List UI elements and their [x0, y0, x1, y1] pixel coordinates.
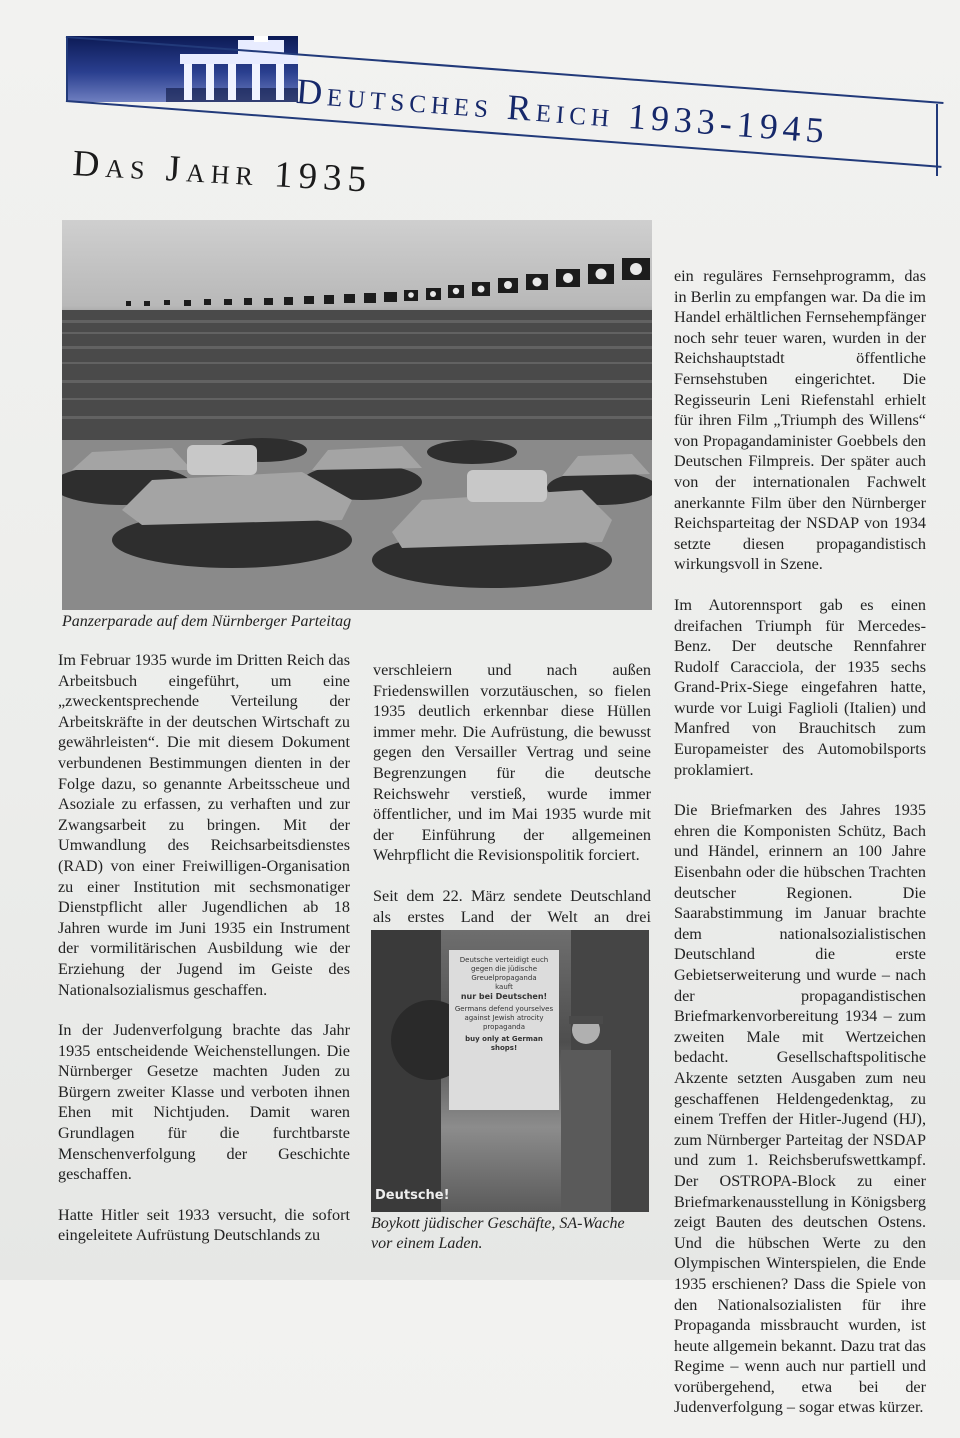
boycott-sign	[453, 956, 555, 1053]
paragraph-arbeitsbuch: Im Februar 1935 wurde im Dritten Reich das Arbeitsbuch eingeführt, um eine „zweckentsprechende Verteilung der Arbeitskräfte in der deutschen Wirtschaft zu gewährleisten“. Die mit diesem Dokument verbundenen Bestimmungen dienten in der Folge dazu, so genannte Arbeitsscheue und Asoziale zu erfassen, zu verhaften und zur Zwangsarbeit zu bringen. Mit der Umwandlung des Reichsarbeitsdienstes (RAD) von einer Freiwilligen-Organisation zu einer Institution mit sechsmonatiger Dienstpflicht aller Jugendlichen ab 18 Jahren wurde im Juni 1935 ein Instrument der vormilitärischen Ausbildung wie der Erziehung der Jugend im Geiste des Nationalsozialismus geschaffen.	[58, 651, 350, 999]
section-title: Das Jahr 1935	[71, 142, 374, 201]
paragraph-briefmarken: Die Briefmarken des Jahres 1935 ehren die Komponisten Schütz, Bach und Händel, erinnern an 100 Jahre Eisenbahn oder die hübschen Trachten deutscher Regionen. Die Saarabstimmung im Januar brachte dem nationalsozialistischen Deutschland die erste Gebietserweiterung und wurde – nach der propagandistischen Briefmarkenvorbereitung 1934 – zum zweiten Male mit Wertzeichen bedacht. Gesellschaftspolitische Akzente setzten Ausgaben zum neu geschaffenen Heldengedenktag, zu einem Treffen der Hitler-Jugend (HJ), zum Nürnberger Parteitag der NSDAP und zum 1. Reichsberufswettkampf. Der OSTROPA-Block zu einer Briefmarkenausstellung in Königsberg zeigt Bauten des deutschen Ostens. Und die hübschen Werte zu den Olympischen Winterspielen, die Ende 1935 erschienen? Dass die Spiele von den Nationalsozialisten für ihre Propaganda missbraucht wurden, ist heute allgemein bekannt. Dazu trat das Regime – wenn auch nur partiell und vorübergehend, etwa bei der Judenverfolgung – sogar etwas kürzer.	[674, 801, 926, 1417]
tank-parade-photo	[62, 220, 652, 610]
boycott-photo-caption	[371, 1214, 661, 1254]
sign-text-5: nur bei Deutschen!	[460, 992, 548, 1001]
paragraph-fernsehen-start: Seit dem 22. März sendete Deutschland als erstes Land der Welt an drei	[373, 886, 651, 926]
paragraph-aufruestung-cont: verschleiern und nach außen Friedenswillen vorzutäuschen, so fielen 1935 deutlich erkennbar diese Hüllen immer mehr. Die Aufrüstung, die bewusst gegen den Versailler Vertrag und seine Begrenzungen für die deutsche Reichswehr verstieß, wurde immer öffentlicher, und im Mai 1935 wurde mit der Einführung der allgemeinen Wehrpflicht die Revisionspolitik forciert.	[373, 661, 651, 865]
paragraph-autorennsport: Im Autorennsport gab es einen dreifachen Triumph für Mercedes-Benz. Der deutsche Rennfahrer Rudolf Caracciola, der 1935 sechs Grand-Prix-Siege eingefahren hatte, wurde vor Luigi Faglioli (Italien) und Manfred von Brauchitsch zum Europameister des Automobilsports proklamiert.	[674, 595, 926, 779]
boycott-caption-line-2: vor einem Laden.	[371, 1235, 483, 1252]
page-title: Deutsches Reich 1933-1945	[294, 70, 831, 151]
paragraph-judenverfolgung: In der Judenverfolgung brachte das Jahr 1935 entscheidende Weichenstellungen. Die Nürnberger Gesetze machten Juden zu Bürgern zweiter Klasse und verboten ihnen Ehen mit Nichtjuden. Damit waren Grundlagen für die furchtbarste Menschenverfolgung der Geschichte geschaffen.	[58, 1021, 350, 1184]
sign-text-3: Greuelpropaganda	[471, 974, 537, 982]
main-photo-caption: Panzerparade auf dem Nürnberger Parteitag	[62, 613, 352, 630]
paragraph-fernsehen-cont: ein reguläres Fernsehprogramm, das in Berlin zu empfangen war. Da die im Handel erhältlichen Fernsehempfänger noch sehr teuer waren, wurden in der Reichshauptstadt öffentliche Fernsehstuben eingerichtet. Die Regisseurin Leni Riefenstahl erhielt für ihren Film „Triumph des Willens“ von Propagandaminister Goebbels den Deutschen Filmpreis. Der später auch von der internationalen Fachwelt anerkannte Film über den Nürnberger Reichsparteitag der NSDAP von 1934 setzte diesen propagandistisch wirkungsvoll in Szene.	[674, 267, 926, 574]
window-text: Deutsche!	[375, 1188, 450, 1203]
column-middle	[373, 660, 651, 968]
column-left	[58, 650, 350, 1266]
sign-text-4: kauft	[495, 983, 513, 991]
header-frame-left	[66, 36, 68, 102]
paragraph-aufruestung-start: Hatte Hitler seit 1933 versucht, die sofort eingeleitete Aufrüstung Deutschlands zu	[58, 1205, 350, 1245]
sign-text-6: Germans defend yourselves against Jewish atrocity propaganda	[454, 1005, 554, 1031]
column-right	[674, 266, 926, 1438]
boycott-photo	[371, 930, 649, 1212]
sign-text-2: gegen die jüdische	[470, 965, 538, 973]
boycott-caption-line-1: Boykott jüdischer Geschäfte, SA-Wache	[371, 1215, 625, 1232]
sign-text-7: buy only at German shops!	[465, 1035, 543, 1052]
sign-text-1: Deutsche verteidigt euch	[459, 956, 549, 964]
